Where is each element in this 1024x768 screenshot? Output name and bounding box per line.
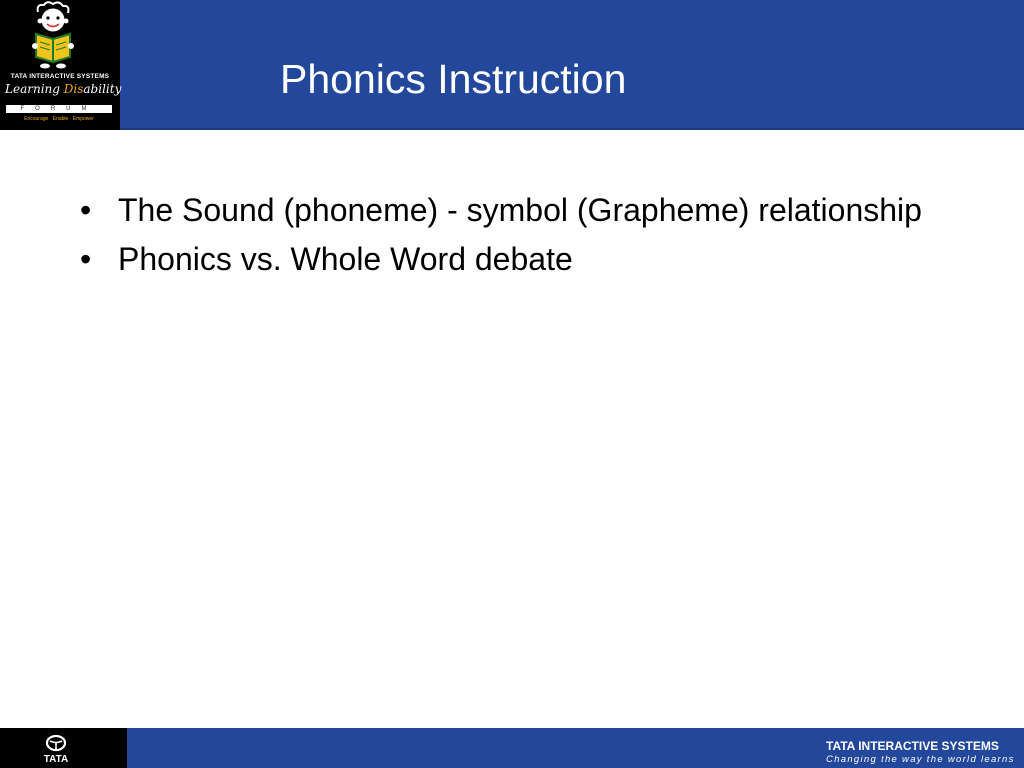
bullet-text: The Sound (phoneme) - symbol (Grapheme) relationship bbox=[118, 192, 922, 228]
logo-ability-word: ability bbox=[83, 82, 122, 96]
logo-learning-word: Learning bbox=[5, 82, 60, 96]
slide-title: Phonics Instruction bbox=[280, 56, 627, 102]
kid-reading-book-logo-icon bbox=[0, 0, 120, 75]
logo-brand-text: TATA INTERACTIVE SYSTEMS bbox=[10, 73, 110, 80]
footer-tagline: Changing the way the world learns bbox=[826, 754, 1015, 765]
bullet-list bbox=[80, 189, 960, 287]
logo-dis-word: Dis bbox=[63, 82, 84, 96]
bullet-text: Phonics vs. Whole Word debate bbox=[118, 241, 573, 277]
bullet-item bbox=[80, 238, 960, 280]
footer-tata-word: TATA bbox=[43, 754, 69, 765]
logo-forum-text: FORUM bbox=[6, 105, 112, 113]
bullet-item bbox=[80, 189, 960, 231]
logo-tagline: Encourage · Enable · Empower bbox=[24, 116, 94, 122]
bullet-marker: • bbox=[80, 192, 92, 228]
logo-learning-disability-text bbox=[5, 82, 121, 96]
header-divider bbox=[0, 128, 1024, 130]
learning-disability-forum-logo bbox=[0, 0, 120, 130]
footer-brand: TATA INTERACTIVE SYSTEMS bbox=[826, 739, 999, 753]
bullet-marker: • bbox=[80, 241, 92, 277]
